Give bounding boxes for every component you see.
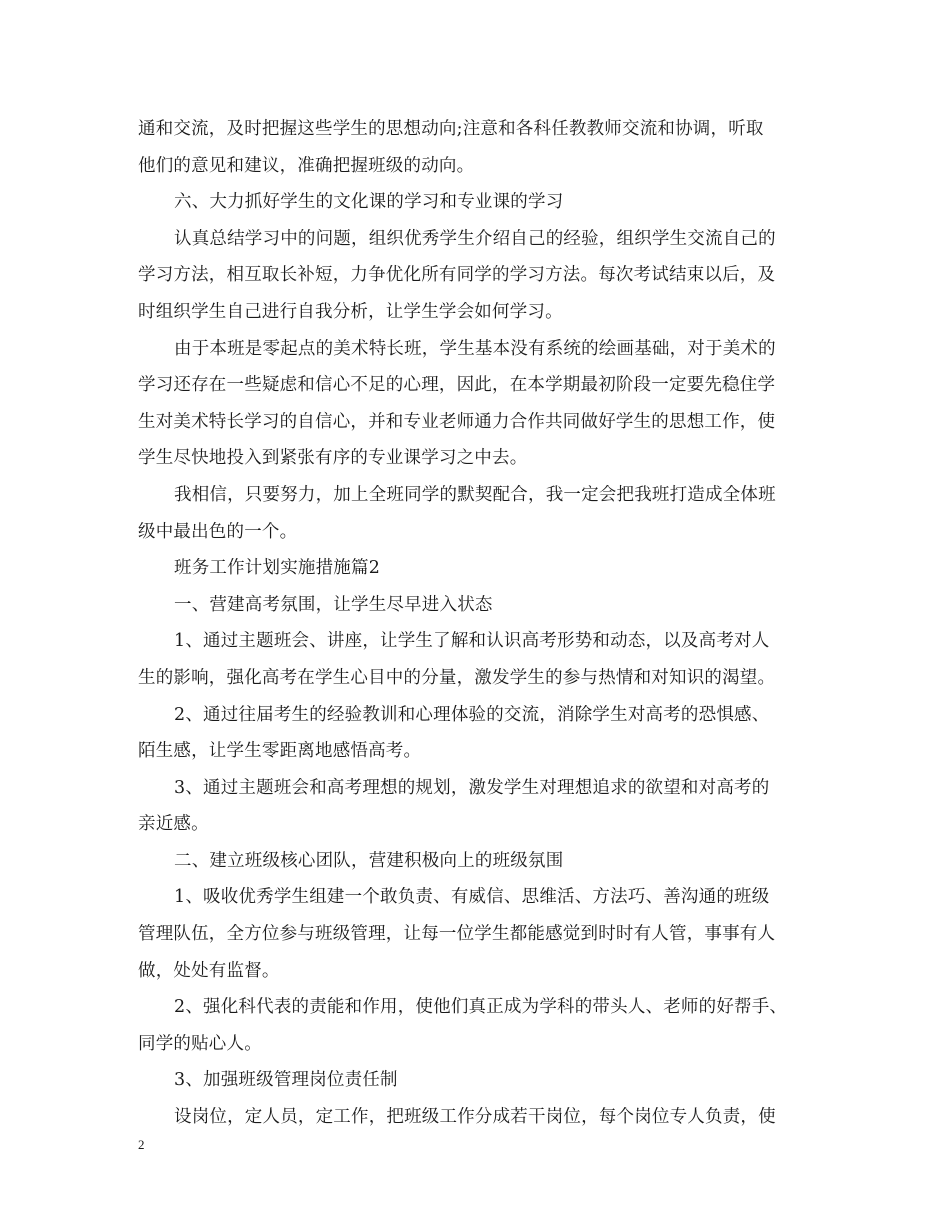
text-line: 六、大力抓好学生的文化课的学习和专业课的学习 [174, 192, 564, 213]
page-number: 2 [138, 1137, 145, 1152]
text-line: 陌生感，让学生零距离地感悟高考。 [138, 741, 422, 762]
text-line: 生的影响，强化高考在学生心目中的分量，激发学生的参与热情和对知识的渴望。 [138, 667, 776, 688]
document-body [138, 111, 812, 1136]
text-line: 管理队伍，全方位参与班级管理，让每一位学生都能感觉到时时有人管，事事有人 [138, 924, 776, 945]
text-line: 认真总结学习中的问题，组织优秀学生介绍自己的经验，组织学生交流自己的 [174, 228, 776, 249]
text-line: 亲近感。 [138, 814, 209, 835]
text-line: 一、营建高考氛围，让学生尽早进入状态 [174, 594, 493, 615]
text-line: 我相信，只要努力，加上全班同学的默契配合，我一定会把我班打造成全体班 [174, 484, 776, 505]
text-line: 由于本班是零起点的美术特长班，学生基本没有系统的绘画基础，对于美术的 [174, 338, 776, 359]
text-line: 时组织学生自己进行自我分析，让学生学会如何学习。 [138, 301, 563, 322]
text-line: 级中最出色的一个。 [138, 521, 298, 542]
text-line: 学习方法，相互取长补短，力争优化所有同学的学习方法。每次考试结束以后，及 [138, 265, 776, 286]
text-line: 1、通过主题班会、讲座，让学生了解和认识高考形势和动态，以及高考对人 [174, 631, 770, 652]
text-line: 生对美术特长学习的自信心，并和专业老师通力合作共同做好学生的思想工作，使 [138, 411, 776, 432]
text-line: 设岗位，定人员，定工作，把班级工作分成若干岗位，每个岗位专人负责，使 [174, 1107, 776, 1128]
text-line: 班务工作计划实施措施篇2 [174, 558, 381, 579]
text-line: 3、通过主题班会和高考理想的规划，激发学生对理想追求的欲望和对高考的 [174, 777, 770, 798]
text-line: 二、建立班级核心团队，营建积极向上的班级氛围 [174, 850, 564, 871]
text-line: 通和交流，及时把握这些学生的思想动向;注意和各科任教教师交流和协调，听取 [138, 119, 764, 139]
text-line: 2、通过往届考生的经验教训和心理体验的交流，消除学生对高考的恐惧感、 [174, 704, 770, 725]
text-line: 学习还存在一些疑虑和信心不足的心理，因此，在本学期最初阶段一定要先稳住学 [138, 375, 776, 396]
text-line: 3、加强班级管理岗位责任制 [174, 1070, 398, 1091]
text-line: 1、吸收优秀学生组建一个敢负责、有威信、思维活、方法巧、善沟通的班级 [174, 887, 770, 908]
text-line: 他们的意见和建议，准确把握班级的动向。 [138, 155, 475, 176]
text-line: 做，处处有监督。 [138, 960, 280, 981]
text-line: 同学的贴心人。 [138, 1033, 262, 1054]
text-line: 学生尽快地投入到紧张有序的专业课学习之中去。 [138, 448, 528, 469]
text-line: 2、强化科代表的责能和作用，使他们真正成为学科的带头人、老师的好帮手、 [174, 997, 788, 1018]
